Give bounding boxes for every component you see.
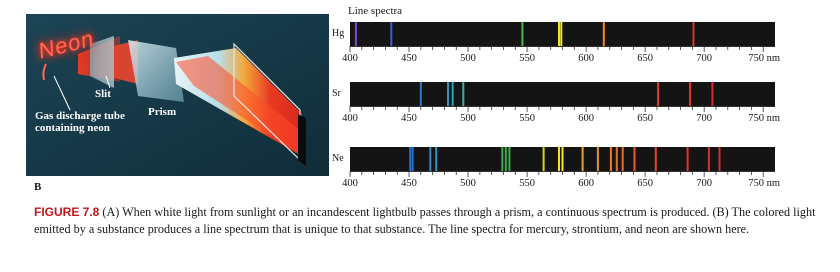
element-label-sr: Sr [332, 88, 341, 99]
tick-label: 750 nm [748, 53, 780, 64]
tick-label: 500 [460, 178, 476, 189]
section-letter: B [34, 181, 42, 193]
tick-label: 400 [342, 178, 358, 189]
tick-label: 600 [578, 53, 594, 64]
tick-label: 700 [696, 113, 713, 124]
spectra-labels [330, 0, 820, 200]
spectroscope-illustration [26, 14, 329, 176]
tick-label: 750 nm [748, 178, 780, 189]
figure-caption [34, 204, 824, 237]
tick-label: 600 [578, 113, 594, 124]
tick-label: 600 [578, 178, 594, 189]
tick-label: 400 [342, 53, 358, 64]
chart-title: Line spectra [348, 5, 403, 17]
tick-label: 550 [519, 178, 535, 189]
prism-label: Prism [148, 106, 177, 118]
tick-label: 450 [401, 53, 417, 64]
figure-number: FIGURE 7.8 [34, 205, 100, 219]
slit-label: Slit [95, 88, 111, 100]
element-label-ne: Ne [332, 153, 344, 164]
tick-label: 550 [519, 113, 535, 124]
tick-label: 700 [696, 53, 713, 64]
tick-label: 450 [401, 113, 417, 124]
tick-label: 450 [401, 178, 417, 189]
tick-label: 400 [342, 113, 358, 124]
tick-label: 650 [637, 113, 653, 124]
tick-label: 750 nm [748, 113, 780, 124]
tick-label: 550 [519, 53, 535, 64]
tick-label: 650 [637, 178, 653, 189]
tick-label: 700 [696, 178, 713, 189]
neon-sign: Neon [35, 25, 97, 64]
tick-label: 500 [460, 53, 476, 64]
caption-text: (A) When white light from sunlight or an incandescent lightbulb passes through a prism, a continuous spectrum is produced. (B) The colored light emitted by a substance produces a line spectrum that is unique to that substance. The line spectra for mercury, strontium, and neon are shown here. [34, 205, 816, 236]
screen-edge [298, 114, 306, 166]
tube-label-line1: Gas discharge tube [35, 110, 125, 122]
tick-label: 500 [460, 113, 476, 124]
tube-label-line2: containing neon [35, 122, 110, 134]
line-spectra-chart [330, 0, 820, 200]
element-label-hg: Hg [332, 28, 345, 39]
tick-label: 650 [637, 53, 653, 64]
